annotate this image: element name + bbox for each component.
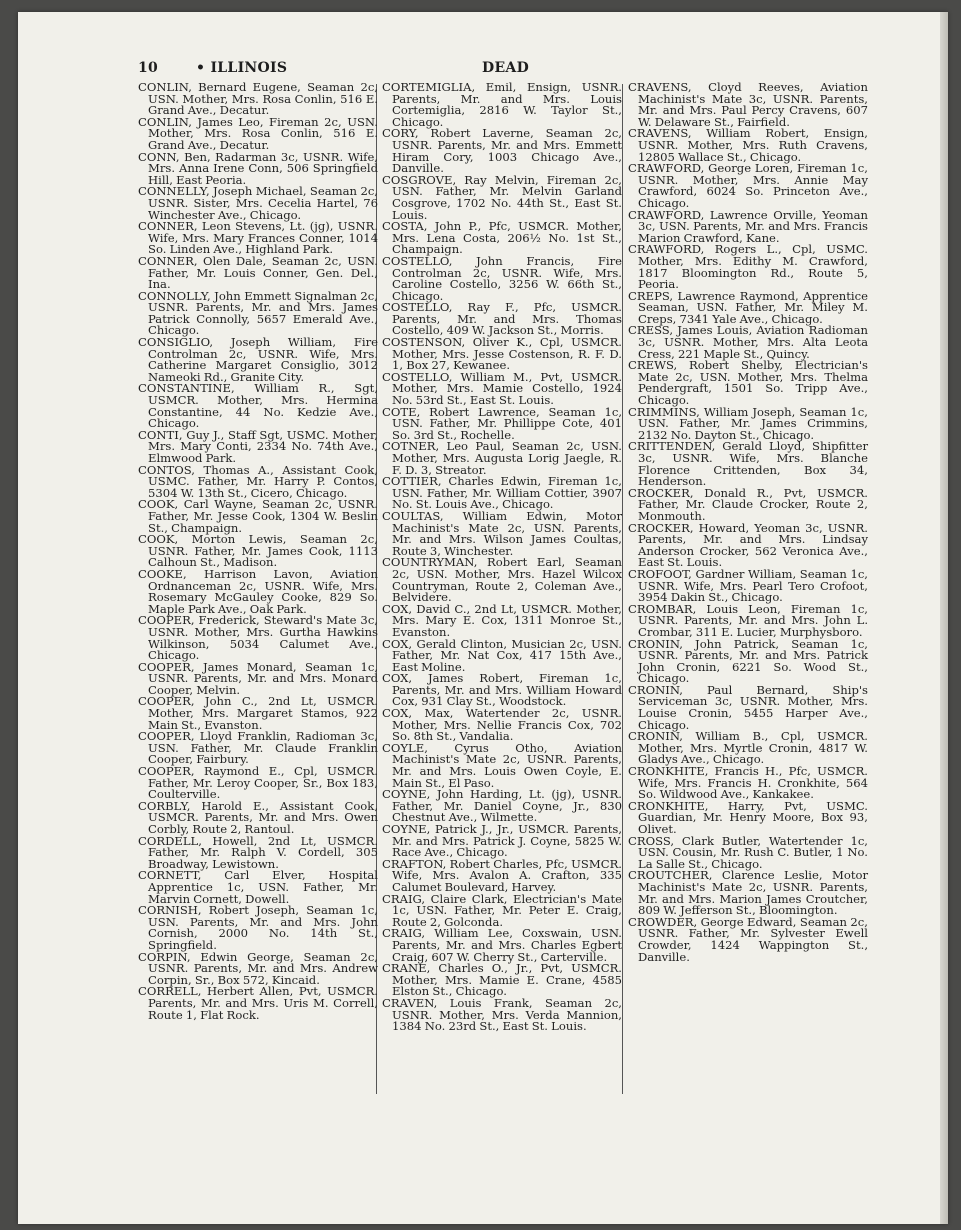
document-page bbox=[18, 12, 948, 1224]
casualty-entry: CRIMMINS, William Joseph, Seaman 1c, USN. Father, Mr. James Crimmins, 2132 No. Dayton St., Chicago. bbox=[628, 404, 868, 442]
casualty-entry: CRITTENDEN, Gerald Lloyd, Shipfitter 3c, USNR. Wife, Mrs. Blanche Florence Crittenden, Box 34, Henderson. bbox=[628, 439, 868, 489]
casualty-entry: COX, David C., 2nd Lt, USMCR. Mother, Mrs. Mary E. Cox, 1311 Monroe St., Evanston. bbox=[382, 601, 622, 639]
casualty-entry: CORY, Robert Laverne, Seaman 2c, USNR. Parents, Mr. and Mrs. Emmett Hiram Cory, 1003 Chicago Ave., Danville. bbox=[382, 126, 622, 176]
casualty-entry: CORPIN, Edwin George, Seaman 2c, USNR. Parents, Mr. and Mrs. Andrew Corpin, Sr., Box 572, Kincaid. bbox=[138, 949, 378, 987]
casualty-entry: CRONIN, William B., Cpl, USMCR. Mother, Mrs. Myrtle Cronin, 4817 W. Gladys Ave., Chicago. bbox=[628, 729, 868, 767]
casualty-entry: COYLE, Cyrus Otho, Aviation Machinist's Mate 2c, USNR. Parents, Mr. and Mrs. Louis Owen Coyle, E. Main St., El Paso. bbox=[382, 740, 622, 790]
casualty-entry: CONNER, Leon Stevens, Lt. (jg), USNR. Wife, Mrs. Mary Frances Conner, 1014 So. Linden Ave., Highland Park. bbox=[138, 219, 378, 257]
casualty-entry: CORBLY, Harold E., Assistant Cook, USMCR. Parents, Mr. and Mrs. Owen Corbly, Route 2, Rantoul. bbox=[138, 798, 378, 836]
casualty-entry: CONTOS, Thomas A., Assistant Cook, USMC. Father, Mr. Harry P. Contos, 5304 W. 13th St., Cicero, Chicago. bbox=[138, 462, 378, 500]
casualty-entry: CRONKHITE, Harry, Pvt, USMC. Guardian, Mr. Henry Moore, Box 93, Olivet. bbox=[628, 798, 868, 836]
casualty-entry: CREPS, Lawrence Raymond, Apprentice Seaman, USN. Father, Mr. Miley M. Creps, 7341 Yale Ave., Chicago. bbox=[628, 288, 868, 326]
casualty-entry: CRAWFORD, Rogers L., Cpl, USMC. Mother, Mrs. Edithy M. Crawford, 1817 Bloomington Rd., Route 5, Peoria. bbox=[628, 242, 868, 292]
column-2 bbox=[382, 82, 622, 1033]
casualty-entry: CRAWFORD, George Loren, Fireman 1c, USNR. Mother, Mrs. Annie May Crawford, 6024 So. Princeton Ave., Chicago. bbox=[628, 161, 868, 210]
column-divider bbox=[622, 84, 623, 1094]
casualty-entry: CONNOLLY, John Emmett Signalman 2c, USNR. Parents, Mr. and Mrs. James Patrick Connolly, 5657 Emerald Ave., Chicago. bbox=[138, 288, 378, 338]
casualty-entry: CRANE, Charles O., Jr., Pvt, USMCR. Mother, Mrs. Mamie E. Crane, 4585 Elston St., Chicago. bbox=[382, 961, 622, 999]
casualty-entry: CORNISH, Robert Joseph, Seaman 1c, USN. Parents, Mr. and Mrs. John Cornish, 2000 No. 14th St., Springfield. bbox=[138, 903, 378, 952]
casualty-entry: COX, Gerald Clinton, Musician 2c, USN. Father, Mr. Nat Cox, 417 15th Ave., East Moline. bbox=[382, 636, 622, 674]
casualty-entry: COSTELLO, Ray F., Pfc, USMCR. Parents, Mr. and Mrs. Thomas Costello, 409 W. Jackson St., Morris. bbox=[382, 300, 622, 338]
casualty-entry: COOPER, Raymond E., Cpl, USMCR. Father, Mr. Leroy Cooper, Sr., Box 183, Coulterville. bbox=[138, 764, 378, 802]
page-number: 10 bbox=[138, 60, 159, 76]
casualty-entry: COTE, Robert Lawrence, Seaman 1c, USN. Father, Mr. Phillippe Cote, 401 So. 3rd St., Rochelle. bbox=[382, 404, 622, 442]
casualty-entry: CRAWFORD, Lawrence Orville, Yeoman 3c, USN. Parents, Mr. and Mrs. Francis Marion Crawford, Kane. bbox=[628, 207, 868, 245]
casualty-entry: COTNER, Leo Paul, Seaman 2c, USN. Mother, Mrs. Augusta Lorig Jaegle, R. F. D. 3, Streator. bbox=[382, 439, 622, 477]
casualty-entry: COOPER, Frederick, Steward's Mate 3c, USNR. Mother, Mrs. Gurtha Hawkins Wilkinson, 5034 Calumet Ave., Chicago. bbox=[138, 613, 378, 663]
casualty-entry: COOK, Morton Lewis, Seaman 2c, USNR. Father, Mr. James Cook, 1113 Calhoun St., Madison. bbox=[138, 532, 378, 570]
casualty-entry: CRAIG, William Lee, Coxswain, USN. Parents, Mr. and Mrs. Charles Egbert Craig, 607 W. Cherry St., Carterville. bbox=[382, 926, 622, 964]
casualty-entry: CRAIG, Claire Clark, Electrician's Mate 1c, USN. Father, Mr. Peter E. Craig, Route 2, Golconda. bbox=[382, 891, 622, 929]
casualty-entry: COUNTRYMAN, Robert Earl, Seaman 2c, USN. Mother, Mrs. Hazel Wilcox Countryman, Route 2, Coleman Ave., Belvidere. bbox=[382, 555, 622, 605]
casualty-entry: COOK, Carl Wayne, Seaman 2c, USNR. Father, Mr. Jesse Cook, 1304 W. Beslin St., Champaign. bbox=[138, 497, 378, 535]
casualty-entry: CROWDER, George Edward, Seaman 2c, USNR. Father, Mr. Sylvester Ewell Crowder, 1424 Wappington St., Danville. bbox=[628, 914, 868, 964]
casualty-entry: CORNETT, Carl Elver, Hospital Apprentice 1c, USN. Father, Mr. Marvin Cornett, Dowell. bbox=[138, 868, 378, 906]
casualty-entry: CRONIN, Paul Bernard, Ship's Serviceman 3c, USNR. Mother, Mrs. Louise Cronin, 5455 Harper Ave., Chicago. bbox=[628, 682, 868, 732]
casualty-entry: COX, James Robert, Fireman 1c, Parents, Mr. and Mrs. William Howard Cox, 931 Clay St., Woodstock. bbox=[382, 671, 622, 709]
casualty-entry: CRAFTON, Robert Charles, Pfc, USMCR. Wife, Mrs. Avalon A. Crafton, 335 Calumet Boulevard, Harvey. bbox=[382, 856, 622, 894]
casualty-entry: COOKE, Harrison Lavon, Aviation Ordnanceman 2c, USNR. Wife, Mrs. Rosemary McGauley Cooke, 829 So. Maple Park Ave., Oak Park. bbox=[138, 566, 378, 616]
state-heading: • ILLINOIS bbox=[196, 60, 288, 76]
column-3 bbox=[628, 82, 868, 963]
casualty-entry: COSTELLO, William M., Pvt, USMCR. Mother, Mrs. Mamie Costello, 1924 No. 53rd St., East St. Louis. bbox=[382, 369, 622, 408]
casualty-entry: CROSS, Clark Butler, Watertender 1c, USN. Cousin, Mr. Rush C. Butler, 1 No. La Salle St., Chicago. bbox=[628, 833, 868, 871]
casualty-entry: CORRELL, Herbert Allen, Pvt, USMCR. Parents, Mr. and Mrs. Uris M. Correll, Route 1, Flat Rock. bbox=[138, 984, 378, 1022]
casualty-entry: CONNELLY, Joseph Michael, Seaman 2c, USNR. Sister, Mrs. Cecelia Hartel, 76 Winchester Ave., Chicago. bbox=[138, 184, 378, 222]
page-edge bbox=[940, 12, 948, 1224]
casualty-entry: CREWS, Robert Shelby, Electrician's Mate 2c, USN. Mother, Mrs. Thelma Pendergraft, 1501 So. Tripp Ave., Chicago. bbox=[628, 358, 868, 408]
casualty-entry: COOPER, Lloyd Franklin, Radioman 3c, USN. Father, Mr. Claude Franklin Cooper, Fairbury. bbox=[138, 729, 378, 767]
casualty-entry: CONSIGLIO, Joseph William, Fire Controlman 2c, USNR. Wife, Mrs. Catherine Margaret Consiglio, 3012 Nameoki Rd., Granite City. bbox=[138, 335, 378, 384]
casualty-entry: CROCKER, Howard, Yeoman 3c, USNR. Parents, Mr. and Mrs. Lindsay Anderson Crocker, 562 Veronica Ave., East St. Louis. bbox=[628, 520, 868, 570]
casualty-entry: COOPER, John C., 2nd Lt, USMCR. Mother, Mrs. Margaret Stamos, 922 Main St., Evanston. bbox=[138, 694, 378, 732]
casualty-entry: CONLIN, Bernard Eugene, Seaman 2c, USN. Mother, Mrs. Rosa Conlin, 516 E. Grand Ave., Decatur. bbox=[138, 80, 378, 118]
casualty-entry: COSTELLO, John Francis, Fire Controlman 2c, USNR. Wife, Mrs. Caroline Costello, 3256 W. 66th St., Chicago. bbox=[382, 253, 622, 303]
casualty-entry: CORDELL, Howell, 2nd Lt, USMCR. Father, Mr. Ralph V. Cordell, 305 Broadway, Lewistown. bbox=[138, 833, 378, 871]
casualty-entry: COSGROVE, Ray Melvin, Fireman 2c, USN. Father, Mr. Melvin Garland Cosgrove, 1702 No. 44th St., East St. Louis. bbox=[382, 172, 622, 222]
casualty-entry: CROCKER, Donald R., Pvt, USMCR. Father, Mr. Claude Crocker, Route 2, Monmouth. bbox=[628, 485, 868, 523]
casualty-entry: COULTAS, William Edwin, Motor Machinist's Mate 2c, USN. Parents, Mr. and Mrs. Wilson James Coultas, Route 3, Winchester. bbox=[382, 508, 622, 558]
page-header bbox=[138, 60, 888, 82]
casualty-entry: CONLIN, James Leo, Fireman 2c, USN. Mother, Mrs. Rosa Conlin, 516 E. Grand Ave., Decatur. bbox=[138, 114, 378, 152]
casualty-entry: COSTENSON, Oliver K., Cpl, USMCR. Mother, Mrs. Jesse Costenson, R. F. D. 1, Box 27, Kewanee. bbox=[382, 335, 622, 373]
casualty-entry: CRAVENS, William Robert, Ensign, USNR. Mother, Mrs. Ruth Cravens, 12805 Wallace St., Chicago. bbox=[628, 126, 868, 164]
column-1 bbox=[138, 82, 378, 1021]
casualty-entry: COOPER, James Monard, Seaman 1c, USNR. Parents, Mr. and Mrs. Monard Cooper, Melvin. bbox=[138, 659, 378, 697]
casualty-entry: CONNER, Olen Dale, Seaman 2c, USN. Father, Mr. Louis Conner, Gen. Del., Ina. bbox=[138, 253, 378, 292]
casualty-entry: CROFOOT, Gardner William, Seaman 1c, USNR. Wife, Mrs. Pearl Tero Crofoot, 3954 Dakin St., Chicago. bbox=[628, 566, 868, 605]
casualty-entry: COSTA, John P., Pfc, USMCR. Mother, Mrs. Lena Costa, 206½ No. 1st St., Champaign. bbox=[382, 219, 622, 257]
casualty-entry: CORTEMIGLIA, Emil, Ensign, USNR. Parents, Mr. and Mrs. Louis Cortemiglia, 2816 W. Taylor St., Chicago. bbox=[382, 80, 622, 129]
state-name: ILLINOIS bbox=[210, 60, 288, 76]
casualty-entry: COX, Max, Watertender 2c, USNR. Mother, Mrs. Nellie Francis Cox, 702 So. 8th St., Vandalia. bbox=[382, 706, 622, 744]
casualty-entry: CROMBAR, Louis Leon, Fireman 1c, USNR. Parents, Mr. and Mrs. John L. Crombar, 311 E. Lucier, Murphysboro. bbox=[628, 601, 868, 639]
casualty-entry: CONTI, Guy J., Staff Sgt, USMC. Mother, Mrs. Mary Conti, 2334 No. 74th Ave., Elmwood Park. bbox=[138, 427, 378, 465]
casualty-entry: CONSTANTINE, William R., Sgt, USMCR. Mother, Mrs. Hermina Constantine, 44 No. Kedzie Ave., Chicago. bbox=[138, 381, 378, 431]
casualty-entry: CROUTCHER, Clarence Leslie, Motor Machinist's Mate 2c, USNR. Parents, Mr. and Mrs. Marion James Croutcher, 809 W. Jefferson St., Bloomington. bbox=[628, 868, 868, 918]
casualty-entry: CRONIN, John Patrick, Seaman 1c, USNR. Parents, Mr. and Mrs. Patrick John Cronin, 6221 So. Wood St., Chicago. bbox=[628, 636, 868, 686]
casualty-entry: COYNE, John Harding, Lt. (jg), USNR. Father, Mr. Daniel Coyne, Jr., 830 Chestnut Ave., Wilmette. bbox=[382, 787, 622, 825]
casualty-entry: CRAVEN, Louis Frank, Seaman 2c, USNR. Mother, Mrs. Verda Mannion, 1384 No. 23rd St., East St. Louis. bbox=[382, 995, 622, 1034]
casualty-entry: CONN, Ben, Radarman 3c, USNR. Wife, Mrs. Anna Irene Conn, 506 Springfield Hill, East Peoria. bbox=[138, 149, 378, 187]
casualty-entry: COYNE, Patrick J., Jr., USMCR. Parents, Mr. and Mrs. Patrick J. Coyne, 5825 W. Race Ave., Chicago. bbox=[382, 822, 622, 860]
casualty-entry: COTTIER, Charles Edwin, Fireman 1c, USN. Father, Mr. William Cottier, 3907 No. St. Louis Ave., Chicago. bbox=[382, 474, 622, 512]
casualty-entry: CRESS, James Louis, Aviation Radioman 3c, USNR. Mother, Mrs. Alta Leota Cress, 221 Maple St., Quincy. bbox=[628, 323, 868, 361]
casualty-entry: CRONKHITE, Francis H., Pfc, USMCR. Wife, Mrs. Francis H. Cronkhite, 564 So. Wildwood Ave., Kankakee. bbox=[628, 764, 868, 802]
section-heading: DEAD bbox=[482, 60, 530, 76]
casualty-entry: CRAVENS, Cloyd Reeves, Aviation Machinist's Mate 3c, USNR. Parents, Mr. and Mrs. Paul Percy Cravens, 607 W. Delaware St., Fairfield. bbox=[628, 80, 868, 129]
